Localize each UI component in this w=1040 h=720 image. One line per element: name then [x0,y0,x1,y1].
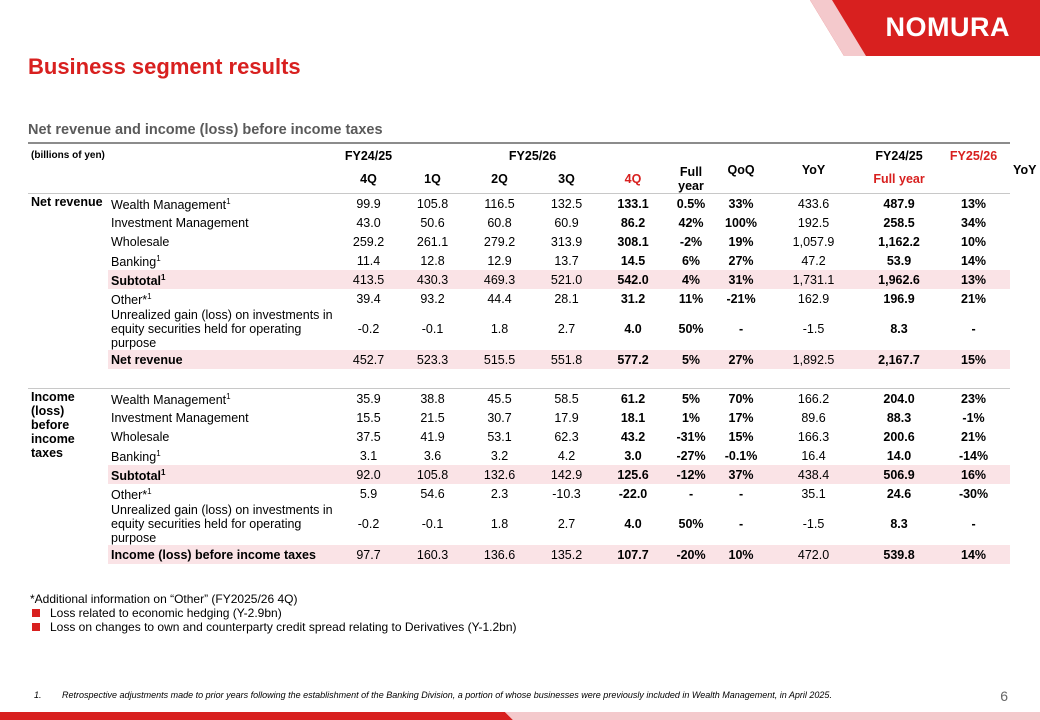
table-cell: 21% [961,429,987,444]
row-label-text: Subtotal [111,274,161,289]
table-row [28,308,1010,350]
row-label-text: Unrealized gain (loss) on investments in equity securities held for operating purpose [111,308,333,350]
table-cell: 577.2 [600,350,666,369]
table-cell: 196.9 [883,291,915,306]
table-cell: 539.8 [861,545,937,564]
table-cell: 97.7 [338,545,399,564]
table-cell: 132.5 [533,194,600,214]
table-cell: 6% [681,253,701,268]
table-cell: 132.6 [466,465,533,484]
table-cell: 37.5 [356,429,381,444]
table-cell: 135.2 [533,545,600,564]
table-cell: 8.3 [890,517,908,531]
table-cell: 2.7 [557,322,576,336]
table-row [28,213,1010,232]
table-cell: 142.9 [533,465,600,484]
table-cell: 14% [961,253,987,268]
table-cell: 551.8 [533,350,600,369]
row-label-text: Wholesale [111,429,170,444]
table-cell: 19% [728,234,754,249]
table-cell: 24.6 [886,486,912,501]
table-cell: 4.2 [557,448,576,463]
row-spacer [28,369,1010,389]
header-4q-current: 4Q [624,172,642,186]
table-cell: 100% [725,215,758,230]
table-cell: 53.9 [886,253,912,268]
row-label [108,232,338,251]
table-cell: 21% [961,291,987,306]
footnote-ref: 1 [161,272,166,282]
header-1q: 1Q [424,172,441,186]
table-cell: 50% [678,322,704,336]
row-label [108,289,338,308]
header-yoy: YoY [801,162,826,177]
table-cell: 62.3 [554,429,579,444]
table-cell: -1.5 [802,517,825,531]
row-label [108,350,338,369]
row-label [108,194,338,214]
table-cell: 16% [937,465,1010,484]
table-cell: 13.7 [554,253,579,268]
row-label [108,427,338,446]
table-cell: 27% [728,253,754,268]
table-cell: 89.6 [801,410,826,425]
row-label [108,251,338,270]
table-cell: 8.3 [890,322,908,336]
header-fy2425: FY24/25 [344,148,393,163]
table-cell: 469.3 [466,270,533,289]
table-cell: 5% [666,389,716,409]
row-label-text: Net revenue [111,352,183,367]
table-cell: -31% [676,429,706,444]
header-fy2425-full: FY24/25 [875,148,923,163]
table-cell: 14.5 [620,253,646,268]
table-cell: -14% [958,448,989,463]
unit-label: (billions of yen) [31,149,105,161]
note-text: Loss related to economic hedging (Y-2.9bn) [50,606,282,620]
footnote-ref: 1 [156,253,161,263]
divider [28,142,1010,144]
row-label-text: Wealth Management [111,198,227,213]
table-cell: -0.2 [357,517,380,531]
row-label-text: Unrealized gain (loss) on investments in equity securities held for operating purpose [111,503,333,545]
table-cell: 3.1 [359,448,378,463]
header-3q: 3Q [558,172,575,186]
table-cell: -12% [666,465,716,484]
table-cell: -0.1 [421,322,444,336]
table-cell: 70% [716,389,766,409]
header-qoq: QoQ [727,162,755,177]
table-cell: 1,162.2 [878,234,920,249]
table-cell: 4% [666,270,716,289]
table-row [28,232,1010,251]
table-cell: -27% [676,448,706,463]
row-label-text: Other* [111,293,148,308]
table-cell: 16.4 [801,448,826,463]
table-cell: 31% [716,270,766,289]
table-cell: 12.9 [487,253,512,268]
table-cell: 23% [937,389,1010,409]
table-cell: 45.5 [466,389,533,409]
table-cell: 13% [937,270,1010,289]
table-cell: 204.0 [861,389,937,409]
row-label [108,389,338,409]
table-cell: -2% [679,234,703,249]
table-cell: 105.8 [399,194,466,214]
table-cell: 452.7 [338,350,399,369]
table-cell: -1% [962,410,985,425]
page-subtitle: Net revenue and income (loss) before income taxes [28,122,383,138]
table-cell: 92.0 [338,465,399,484]
bottom-band [0,708,1040,720]
notes [30,592,517,634]
table-cell: - [971,517,976,531]
table-cell: 21.5 [420,410,445,425]
table-cell: 17.9 [554,410,579,425]
table-cell: 0.5% [666,194,716,214]
table-cell: 261.1 [416,234,449,249]
table-cell: 107.7 [600,545,666,564]
table-cell: 14% [937,545,1010,564]
table-cell: 2.7 [557,517,576,531]
table-cell: - [688,486,694,501]
table-row [28,389,1010,409]
row-label-text: Banking [111,255,157,270]
header-fy2526-full: FY25/26 [949,148,998,163]
table-cell: 430.3 [399,270,466,289]
notes-intro: *Additional information on “Other” (FY2025/26 4Q) [30,592,298,606]
footnote-text: Retrospective adjustments made to prior years following the establishment of the Banking Division, a portion of whose businesses were previously included in Wealth Management, in April 2025. [62,690,832,700]
row-label [108,465,338,484]
table-cell: -0.1% [724,448,758,463]
table-cell: 53.1 [487,429,512,444]
table-cell: -10.3 [552,486,581,501]
row-label [108,503,338,545]
table-cell: 1,731.1 [766,270,861,289]
table-cell: -0.2 [357,322,380,336]
header-full-year-current: Full year [873,172,925,186]
table-cell: 60.9 [554,215,579,230]
table-cell: 28.1 [554,291,579,306]
table-cell: 61.2 [600,389,666,409]
table-cell: 2,167.7 [861,350,937,369]
table-cell: -30% [958,486,989,501]
table-cell: 192.5 [797,215,830,230]
table-cell: 86.2 [620,215,646,230]
header-full-year-prev: Full year [678,165,704,193]
row-label-text: Wealth Management [111,393,227,408]
table-cell: 4.0 [624,517,642,531]
table-cell: 12.8 [420,253,445,268]
table-cell: 166.3 [797,429,830,444]
table-cell: 4.0 [624,322,642,336]
table-cell: 166.2 [766,389,861,409]
table-cell: - [738,517,744,531]
header-fy2526: FY25/26 [508,148,557,163]
table-cell: 50% [678,517,704,531]
table-cell: 37% [716,465,766,484]
table-cell: 506.9 [861,465,937,484]
table-cell: 438.4 [766,465,861,484]
table-cell: - [738,322,744,336]
table-cell: 3.2 [490,448,509,463]
table-cell: 1.8 [490,322,509,336]
table-cell: 1,962.6 [861,270,937,289]
table-cell: 47.2 [801,253,826,268]
table-cell: 133.1 [600,194,666,214]
table-cell: 43.2 [620,429,646,444]
table-cell: 34% [961,215,987,230]
table-cell: 2.3 [490,486,509,501]
table-cell: 41.9 [420,429,445,444]
table-cell: 15.5 [356,410,381,425]
table-row [28,484,1010,503]
table-cell: 43.0 [356,215,381,230]
footnote-ref: 1 [156,448,161,458]
table-cell: 413.5 [338,270,399,289]
note-bullet [30,620,517,634]
table-cell: 17% [728,410,754,425]
table-cell: 1% [681,410,701,425]
table-cell: 3.6 [423,448,442,463]
table-cell: 523.3 [399,350,466,369]
row-label [108,446,338,465]
table-cell: 116.5 [466,194,533,214]
header-2q: 2Q [491,172,508,186]
table-cell: 5.9 [359,486,378,501]
row-label-text: Other* [111,488,148,503]
row-label [108,408,338,427]
table-cell: 58.5 [533,389,600,409]
table-cell: 160.3 [399,545,466,564]
table-cell: 35.9 [338,389,399,409]
bullet-square-icon [32,609,40,617]
table-cell: 136.6 [466,545,533,564]
table-cell: 35.1 [801,486,826,501]
table-cell: 18.1 [620,410,646,425]
table-row [28,465,1010,484]
table-cell: 15% [937,350,1010,369]
nomura-logo: NOMURA [885,12,1010,42]
table-cell: 42% [678,215,704,230]
table-cell: - [971,322,976,336]
table-cell: 308.1 [617,234,649,249]
footnote-ref: 1 [161,467,166,477]
footnote-ref: 1 [226,391,231,401]
table-row [28,194,1010,214]
table-cell: 3.0 [624,448,642,463]
table-cell: 1,892.5 [766,350,861,369]
table-row [28,289,1010,308]
table-row [28,270,1010,289]
footnote-ref: 1 [147,291,152,301]
row-label-text: Investment Management [111,410,249,425]
table-cell: 15% [728,429,754,444]
table-cell: 30.7 [487,410,512,425]
note-bullet [30,606,517,620]
table-cell: 11% [678,291,704,306]
table-cell: 38.8 [399,389,466,409]
table-cell: 44.4 [487,291,512,306]
segment-results-table: (billions of yen) FY24/25 FY25/26 QoQ YoY FY24/25 FY25/26 YoY 4Q 1Q 2Q 3Q 4Q Full year Full year Net revenue Wealth Management$^1$ 99.9 105.8 116.5 132.5 133.1 0.5% 33% 433.6 487.9 13% Investment Management 43.0 50.6 60.8 60.9 86.2 42% 100% 192.5 258.5 34% Wholesale 259.2 261.1 279.2 313.9 308.1 -2% 19% 1,057.9 1,162.2 10% Banking$^1$ 11.4 12.8 12.9 13.7 14.5 6% 27% 47.2 53.9 14% Subtotal$^1$ 413.5 430.3 469.3 521.0 542.0 4% 31% 1,731.1 1,962.6 13% Other*$^1$ 39.4 93.2 44.4 28.1 31.2 11% -21% 162.9 196.9 21% Unrealized gain (loss) on investments in equity securities held for operating purpose -0.2 -0.1 1.8 2.7 4.0 50% - -1.5 8.3 - Net revenue 452.7 523.3 515.5 551.8 577.2 5% 27% 1,892.5 2,167.7 15% Income (loss) before income taxes Wealth Management$^1$ 35.9 38.8 45.5 58.5 61.2 5% 70% 166.2 204.0 23% Investment Management 15.5 21.5 30.7 17.9 18.1 1% 17% 89.6 88.3 -1% Wholesale 37.5 41.9 53.1 62.3 43.2 -31% 15% 166.3 200.6 21% Banking$^1$ 3.1 3.6 3.2 4.2 3.0 -27% -0.1% 16.4 14.0 -14% Subtotal$^1$ 92.0 105.8 132.6 142.9 125.6 -12% 37% 438.4 506.9 16% Other*$^1$ 5.9 54.6 2.3 -10.3 -22.0 - - 35.1 24.6 -30% Unrealized gain (loss) on investments in equity securities held for operating purpose -0.2 -0.1 1.8 2.7 4.0 50% - -1.5 8.3 - Income (loss) before income taxes 97.7 160.3 136.6 135.2 107.7 -20% 10% 472.0 539.8 14% [28,146,1010,564]
table-cell: 259.2 [352,234,385,249]
row-label-text: Wholesale [111,234,170,249]
header-4q-prev: 4Q [360,172,377,186]
table-cell: 11.4 [356,253,381,268]
row-group-label: Income (loss) before income taxes [28,389,108,565]
table-row [28,545,1010,564]
table-row [28,408,1010,427]
bullet-square-icon [32,623,40,631]
table-cell: -1.5 [802,322,825,336]
table-cell: 472.0 [766,545,861,564]
table-cell: -20% [666,545,716,564]
row-label [108,545,338,564]
table-cell: 14.0 [886,448,912,463]
table-cell: -0.1 [421,517,444,531]
table-cell: 258.5 [883,215,915,230]
table-cell: 50.6 [420,215,445,230]
note-text: Loss on changes to own and counterparty credit spread relating to Derivatives (Y-1.2bn) [50,620,517,634]
footnote-number: 1. [34,690,42,700]
table-cell: 13% [937,194,1010,214]
row-group-label: Net revenue [28,194,108,370]
table-cell: - [738,486,744,501]
table-cell: 162.9 [797,291,830,306]
table-cell: 521.0 [533,270,600,289]
table-cell: 1.8 [490,517,509,531]
table-cell: 515.5 [466,350,533,369]
table-cell: 1,057.9 [792,234,835,249]
page-number: 6 [1000,688,1008,704]
row-label-text: Subtotal [111,469,161,484]
table-cell: 33% [716,194,766,214]
footnote-ref: 1 [147,486,152,496]
footnote-ref: 1 [226,196,231,206]
row-label-text: Income (loss) before income taxes [111,547,316,562]
table-cell: 279.2 [483,234,516,249]
table-cell: 27% [716,350,766,369]
row-label [108,308,338,350]
table-cell: -21% [726,291,756,306]
table-cell: 433.6 [766,194,861,214]
table-cell: 60.8 [487,215,512,230]
table-cell: 99.9 [338,194,399,214]
table-cell: 5% [666,350,716,369]
row-label [108,270,338,289]
row-label [108,213,338,232]
table-cell: 542.0 [600,270,666,289]
table-row [28,503,1010,545]
row-label-text: Banking [111,450,157,465]
table-cell: 10% [716,545,766,564]
footnote [34,690,832,700]
row-label [108,484,338,503]
table-cell: -22.0 [618,486,648,501]
table-cell: 200.6 [883,429,915,444]
table-cell: 10% [961,234,987,249]
page-title: Business segment results [28,54,301,79]
table-cell: 125.6 [600,465,666,484]
table-cell: 313.9 [550,234,583,249]
table-cell: 88.3 [886,410,912,425]
table-row [28,350,1010,369]
table-row [28,251,1010,270]
table-cell: 105.8 [399,465,466,484]
table-cell: 93.2 [420,291,445,306]
table-row [28,427,1010,446]
table-row [28,446,1010,465]
table-cell: 39.4 [356,291,381,306]
row-label-text: Investment Management [111,215,249,230]
table-cell: 31.2 [620,291,646,306]
table-cell: 487.9 [861,194,937,214]
table-cell: 54.6 [420,486,445,501]
